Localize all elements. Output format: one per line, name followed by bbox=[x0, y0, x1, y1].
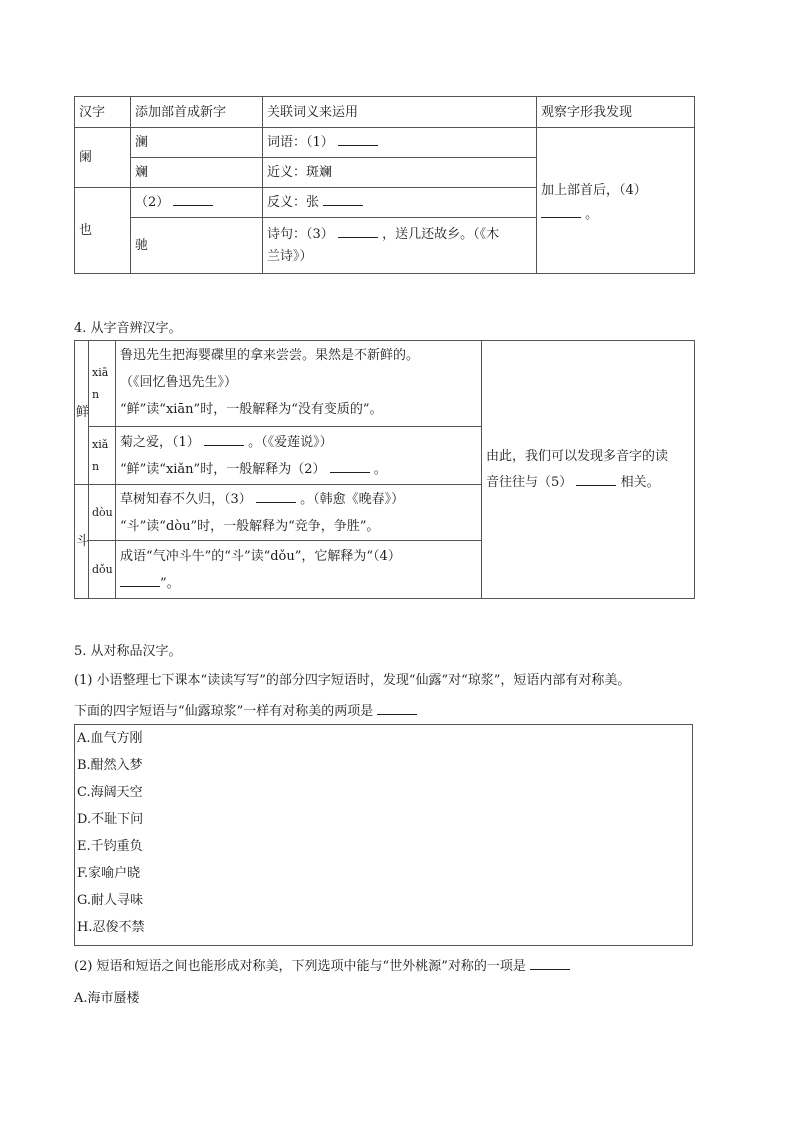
pinyin-xian3 bbox=[89, 427, 116, 485]
usage-word-label: 词语：（1） bbox=[267, 135, 334, 150]
conclusion-prefix: 音往往与（5） bbox=[486, 474, 573, 490]
row-dou4 bbox=[116, 485, 482, 541]
row-xian3-prefix: 菊之爱，（1） bbox=[120, 434, 200, 450]
option-e[interactable]: E.千钧重负 bbox=[77, 839, 143, 854]
q5-subq1-prompt: 下面的四字短语与“仙露琼浆”一样有对称美的两项是 bbox=[74, 704, 374, 719]
answer-blank-q4-3[interactable] bbox=[256, 490, 296, 503]
option-f[interactable]: F.家喻户晓 bbox=[77, 866, 141, 881]
row-xian1-line2: （《回忆鲁迅先生》） bbox=[120, 375, 238, 390]
row-xian1 bbox=[116, 341, 482, 427]
new-char-lan-pattern: 斓 bbox=[131, 158, 263, 188]
answer-blank-2[interactable] bbox=[173, 193, 213, 206]
q5-subq1-line2 bbox=[74, 700, 417, 719]
answer-blank-q4-1[interactable] bbox=[204, 433, 244, 446]
q5-subq1-line1: (1) 小语整理七下课本“读读写写”的部分四字短语时，发现“仙露”对“琼浆”，短语内部有对称美。 bbox=[74, 673, 631, 688]
char-lan: 阑 bbox=[75, 128, 131, 188]
conclusion-suffix: 相关。 bbox=[620, 474, 660, 490]
answer-blank-antonym[interactable] bbox=[323, 193, 363, 206]
finding-line1: 加上部首后，（4） bbox=[541, 182, 647, 198]
usage-poem-source: 兰诗》） bbox=[267, 248, 313, 264]
header-add-radical: 添加部首成新字 bbox=[131, 97, 263, 128]
row-xian1-line1: 鲁迅先生把海婴碟里的拿来尝尝。果然是不新鲜的。 bbox=[120, 348, 420, 363]
answer-blank-4[interactable] bbox=[541, 205, 581, 218]
options-box bbox=[74, 724, 693, 946]
pronunciation-table bbox=[74, 340, 695, 599]
char-dou: 斗 bbox=[75, 485, 89, 599]
row-dou3-line1: 成语“气冲斗牛”的“斗”读“dǒu”，它解释为“（4） bbox=[120, 548, 401, 564]
new-char-chi: 驰 bbox=[131, 218, 263, 274]
q5-subq2-prompt: (2) 短语和短语之间也能形成对称美，下列选项中能与“世外桃源”对称的一项是 bbox=[74, 959, 526, 974]
header-observation: 观察字形我发现 bbox=[537, 97, 695, 128]
usage-word bbox=[263, 128, 537, 158]
pinyin-dou4: dòu bbox=[89, 485, 116, 541]
finding-cell bbox=[537, 128, 695, 274]
answer-blank-1[interactable] bbox=[338, 133, 378, 146]
row-xian3-suffix: 。（《爱莲说》） bbox=[248, 434, 333, 450]
character-table bbox=[74, 96, 695, 274]
row-xian3 bbox=[116, 427, 482, 485]
q5-subq2-option-a[interactable]: A.海市蜃楼 bbox=[74, 991, 140, 1006]
pinyin-xian1 bbox=[89, 341, 116, 427]
option-b[interactable]: B.酣然入梦 bbox=[77, 758, 143, 773]
row-dou4-meaning: “斗”读“dòu”时，一般解释为“竞争，争胜”。 bbox=[120, 518, 380, 534]
answer-blank-q5-1[interactable] bbox=[377, 702, 417, 715]
usage-antonym bbox=[263, 188, 537, 218]
answer-blank-q4-4[interactable] bbox=[120, 574, 160, 587]
option-g[interactable]: G.耐人寻味 bbox=[77, 893, 144, 908]
char-xian: 鲜 bbox=[75, 341, 89, 485]
option-d[interactable]: D.不耻下问 bbox=[77, 812, 144, 827]
q5-title: 5. 从对称品汉字。 bbox=[74, 644, 182, 659]
pinyin-xian1-a: xiā bbox=[92, 365, 109, 379]
pinyin-xian3-a: xiǎ bbox=[92, 437, 109, 451]
conclusion-cell bbox=[482, 341, 695, 599]
usage-antonym-label: 反义：张 bbox=[267, 195, 320, 210]
q4-title: 4. 从字音辨汉字。 bbox=[74, 321, 182, 336]
row-dou3-end: ”。 bbox=[160, 575, 180, 591]
char-ye: 也 bbox=[75, 188, 131, 274]
answer-blank-q4-2[interactable] bbox=[330, 460, 370, 473]
answer-blank-q5-2[interactable] bbox=[530, 957, 570, 970]
row-dou3 bbox=[116, 541, 482, 599]
usage-poem bbox=[263, 218, 537, 274]
header-hanzi: 汉字 bbox=[75, 97, 131, 128]
new-char-lan-water: 澜 bbox=[131, 128, 263, 158]
conclusion-line1: 由此，我们可以发现多音字的读 bbox=[486, 448, 669, 464]
answer-blank-3[interactable] bbox=[338, 225, 378, 238]
usage-synonym: 近义：斑斓 bbox=[263, 158, 537, 188]
header-meaning-usage: 关联词义来运用 bbox=[263, 97, 537, 128]
option-h[interactable]: H.忍俊不禁 bbox=[77, 920, 145, 935]
q5-subq2 bbox=[74, 955, 570, 974]
row-xian1-line3: “鲜”读“xiān”时，一般解释为“没有变质的”。 bbox=[120, 402, 383, 417]
usage-poem-suffix: ，送几还故乡。（《木 bbox=[382, 226, 500, 242]
finding-suffix: 。 bbox=[585, 206, 599, 222]
row-dou4-suffix: 。（韩愈《晚春》） bbox=[300, 491, 405, 507]
row-xian3-end: 。 bbox=[373, 461, 387, 477]
pinyin-dou3: dǒu bbox=[89, 541, 116, 599]
row-xian3-meaning: “鲜”读“xiǎn”时，一般解释为（2） bbox=[120, 461, 326, 477]
answer-blank-q4-5[interactable] bbox=[576, 473, 616, 486]
pinyin-xian1-b: n bbox=[92, 387, 100, 401]
pinyin-xian3-b: n bbox=[92, 459, 100, 473]
option-a[interactable]: A.血气方刚 bbox=[77, 731, 143, 746]
row-dou4-prefix: 草树知春不久归，（3） bbox=[120, 491, 252, 507]
new-char-blank-label: （2） bbox=[135, 195, 170, 210]
option-c[interactable]: C.海阔天空 bbox=[77, 785, 143, 800]
usage-poem-label: 诗句：（3） bbox=[267, 226, 334, 242]
new-char-blank bbox=[131, 188, 263, 218]
